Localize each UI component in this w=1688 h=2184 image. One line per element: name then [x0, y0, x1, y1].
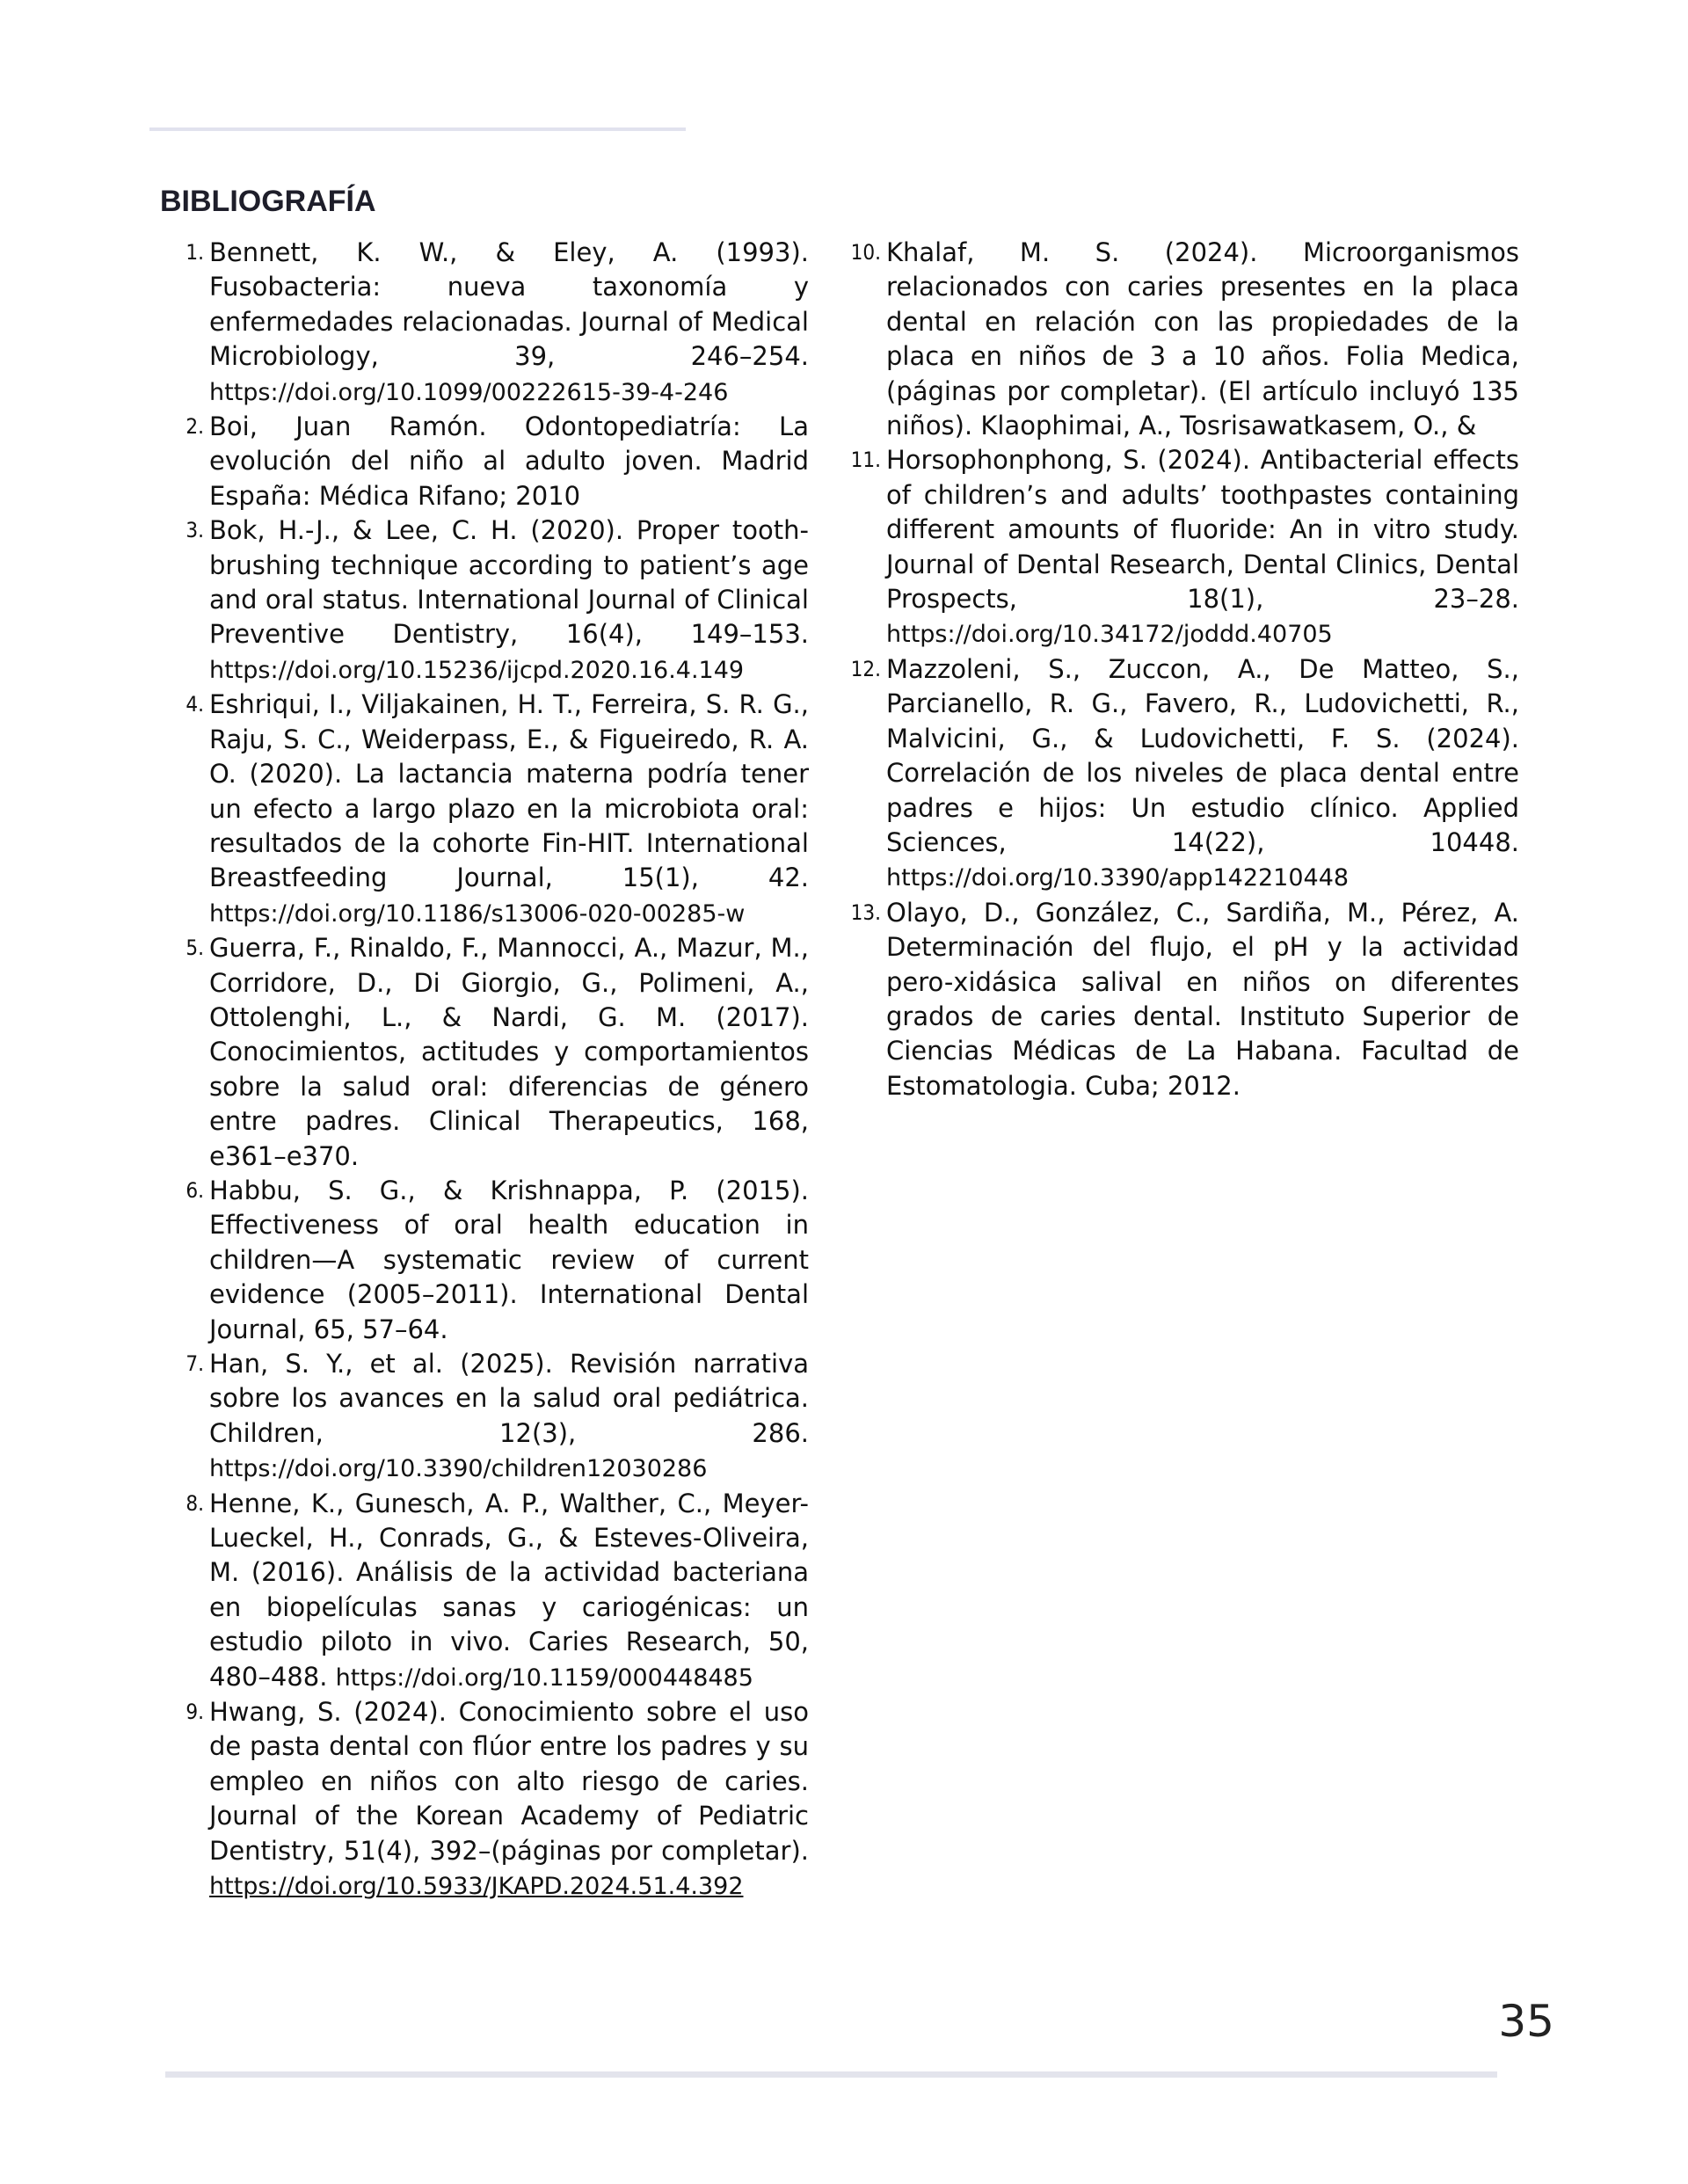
reference-body — [209, 1347, 809, 1487]
reference-list-left — [178, 236, 809, 1904]
reference-entry — [178, 1695, 809, 1904]
reference-body — [886, 896, 1519, 1103]
reference-entry — [840, 236, 1526, 443]
doi-link[interactable]: https://doi.org/10.1186/s13006-020-00285-w — [209, 899, 746, 928]
doi-link[interactable]: https://doi.org/10.34172/joddd.40705 — [886, 621, 1333, 649]
bibliography-heading: BIBLIOGRAFÍA — [160, 185, 376, 218]
reference-text: Bok, H.-J., & Lee, C. H. (2020). Proper tooth-brushing technique according to patient’s age and oral status. International Journal of Clinical Preventive Dentistry, 16(4), 149–153. — [209, 515, 809, 650]
reference-body — [209, 513, 809, 688]
reference-number: 6. — [186, 1177, 204, 1203]
reference-text: Guerra, F., Rinaldo, F., Mannocci, A., Mazur, M., Corridore, D., Di Giorgio, G., Polimeni, A., Ottolenghi, L., & Nardi, G. M. (2017). Conocimientos, actitudes y comportamientos sobre la salud oral: diferencias de género entre padres. Clinical Therapeutics, 168, e361–e370. — [209, 933, 809, 1171]
reference-entry — [178, 931, 809, 1174]
reference-number: 1. — [186, 240, 204, 265]
reference-number: 12. — [850, 656, 881, 681]
reference-number: 5. — [186, 935, 204, 961]
top-divider — [149, 127, 686, 131]
reference-number: 11. — [850, 448, 881, 473]
reference-entry — [840, 652, 1526, 896]
reference-number: 2. — [186, 414, 204, 440]
doi-link[interactable]: https://doi.org/10.3390/app142210448 — [886, 864, 1350, 892]
doi-link[interactable]: https://doi.org/10.15236/ijcpd.2020.16.4.149 — [209, 656, 745, 684]
reference-number: 10. — [850, 240, 881, 265]
reference-body — [886, 652, 1519, 896]
reference-entry — [178, 1174, 809, 1347]
reference-text: Habbu, S. G., & Krishnappa, P. (2015). Effectiveness of oral health education in children—A systematic review of current evidence (2005–2011). International Dental Journal, 65, 57–64. — [209, 1175, 809, 1344]
doi-link[interactable]: https://doi.org/10.1159/000448485 — [335, 1663, 753, 1692]
reference-entry — [840, 896, 1526, 1103]
reference-text: Boi, Juan Ramón. Odontopediatría: La evolución del niño al adulto joven. Madrid España: Médica Rifano; 2010 — [209, 411, 809, 511]
reference-entry — [178, 236, 809, 410]
reference-text: Bennett, K. W., & Eley, A. (1993). Fusobacteria: nueva taxonomía y enfermedades relacionadas. Journal of Medical Microbiology, 39, 246–254. — [209, 237, 809, 372]
reference-text: Horsophonphong, S. (2024). Antibacterial effects of children’s and adults’ toothpastes containing different amounts of fluoride: An in vitro study. Journal of Dental Research, Dental Clinics, Dental Prospects, 18(1), 23–28. — [886, 445, 1519, 615]
reference-body — [209, 236, 809, 410]
reference-text: Hwang, S. (2024). Conocimiento sobre el uso de pasta dental con flúor entre los padres y su empleo en niños con alto riesgo de caries. Journal of the Korean Academy of Pediatric Dentistry, 51(4), 392–(páginas por completar). — [209, 1697, 809, 1866]
reference-body — [209, 931, 809, 1174]
reference-body — [209, 1174, 809, 1347]
page-number: 35 — [1498, 1996, 1554, 2047]
reference-text: Henne, K., Gunesch, A. P., Walther, C., Meyer-Lueckel, H., Conrads, G., & Esteves-Oliveira, M. (2016). Análisis de la actividad bacteriana en biopelículas sanas y cariogénicas: un estudio piloto in vivo. Caries Research, 50, 480–488. — [209, 1488, 809, 1692]
reference-body — [886, 236, 1519, 443]
reference-number: 7. — [186, 1351, 204, 1376]
reference-text: Olayo, D., González, C., Sardiña, M., Pérez, A. Determinación del flujo, el pH y la actividad pero-xidásica salival en niños on diferentes grados de caries dental. Instituto Superior de Ciencias Médicas de La Habana. Facultad de Estomatologia. Cuba; 2012. — [886, 897, 1519, 1101]
reference-number: 9. — [186, 1700, 204, 1725]
reference-number: 13. — [850, 899, 881, 925]
reference-body — [209, 1487, 809, 1695]
reference-list-right — [840, 236, 1526, 1103]
reference-text: Han, S. Y., et al. (2025). Revisión narrativa sobre los avances en la salud oral pediátrica. Children, 12(3), 286. — [209, 1349, 809, 1448]
reference-entry — [178, 410, 809, 513]
reference-number: 8. — [186, 1490, 204, 1516]
doi-link[interactable]: https://doi.org/10.1099/00222615-39-4-246 — [209, 378, 729, 406]
reference-body — [209, 1695, 809, 1904]
reference-entry — [178, 513, 809, 688]
bottom-divider — [165, 2071, 1497, 2078]
reference-text: Eshriqui, I., Viljakainen, H. T., Ferreira, S. R. G., Raju, S. C., Weiderpass, E., & Figueiredo, R. A. O. (2020). La lactancia materna podría tener un efecto a largo plazo en la microbiota oral: resultados de la cohorte Fin-HIT. International Breastfeeding Journal, 15(1), 42. — [209, 689, 809, 893]
reference-entry — [178, 1347, 809, 1487]
doi-link[interactable]: https://doi.org/10.5933/JKAPD.2024.51.4.392 — [209, 1873, 744, 1901]
reference-entry — [178, 688, 809, 931]
reference-number: 4. — [186, 692, 204, 717]
reference-body — [209, 688, 809, 931]
doi-link[interactable]: https://doi.org/10.3390/children12030286 — [209, 1455, 708, 1483]
reference-entry — [840, 443, 1526, 652]
reference-number: 3. — [186, 518, 204, 543]
reference-entry — [178, 1487, 809, 1695]
reference-body — [209, 410, 809, 513]
reference-text: Khalaf, M. S. (2024). Microorganismos relacionados con caries presentes en la placa dental en relación con las propiedades de la placa en niños de 3 a 10 años. Folia Medica, (páginas por completar). (El artículo incluyó 135 niños). Klaophimai, A., Tosrisawatkasem, O., & — [886, 237, 1519, 441]
reference-text: Mazzoleni, S., Zuccon, A., De Matteo, S., Parcianello, R. G., Favero, R., Ludovichetti, R., Malvicini, G., & Ludovichetti, F. S. (2024). Correlación de los niveles de placa dental entre padres e hijos: Un estudio clínico. Applied Sciences, 14(22), 10448. — [886, 653, 1519, 857]
reference-body — [886, 443, 1519, 652]
